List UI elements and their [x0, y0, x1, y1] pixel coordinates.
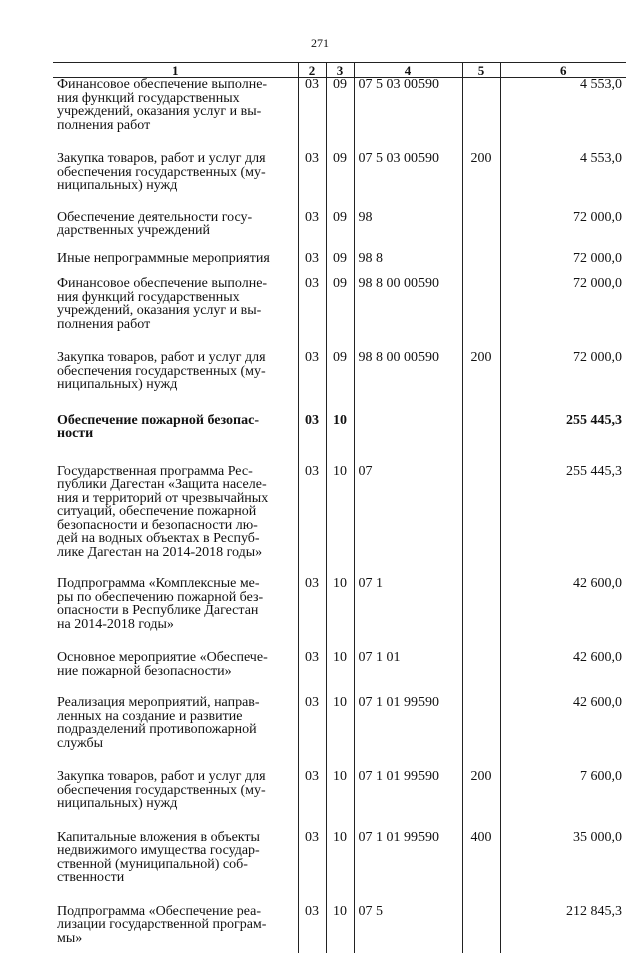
row-amount-cell-text: 212 845,3: [566, 904, 622, 919]
row-expense-type-cell: [462, 559, 500, 631]
row-section-cell-text: 03: [305, 77, 319, 92]
row-expense-type-cell: [462, 631, 500, 678]
row-target-code-cell-text: 07 1 01 99590: [359, 830, 440, 845]
row-section-cell-text: 03: [305, 695, 319, 710]
column-header: 2: [298, 63, 326, 78]
row-target-code-cell: [354, 331, 462, 392]
row-target-code-cell: [354, 559, 462, 631]
row-amount-cell-text: 42 600,0: [573, 695, 622, 710]
table-row: [53, 331, 626, 392]
row-amount-cell-text: 7 600,0: [580, 769, 622, 784]
table-body: [53, 78, 626, 953]
row-section-cell: [298, 193, 326, 238]
row-target-code-cell-text: 07: [359, 464, 373, 479]
row-name-cell-text: Государственная программа Рес- публики Дагестан «Защита населе- ния и территорий от чрезвычайных ситуаций, обеспечение пожарной безопасности и безопасности лю- дей на водных объектах в Респуб- лике Дагестан на 2014-2018 годы»: [57, 464, 268, 560]
row-expense-type-cell-text: 200: [471, 350, 492, 365]
row-subsection-cell-text: 10: [333, 769, 347, 784]
column-header: 6: [500, 63, 626, 78]
table-row: [53, 559, 626, 631]
row-target-code-cell: [354, 78, 462, 133]
row-name-cell-text: Закупка товаров, работ и услуг для обеспечения государственных (му- ниципальных) нужд: [57, 151, 266, 193]
row-expense-type-cell: [462, 678, 500, 750]
row-section-cell-text: 03: [305, 650, 319, 665]
row-section-cell-text: 03: [305, 769, 319, 784]
row-subsection-cell: [326, 132, 354, 193]
row-amount-cell: [500, 885, 626, 953]
page-number: 271: [0, 36, 640, 51]
table-row: [53, 811, 626, 885]
row-amount-cell-text: 35 000,0: [573, 830, 622, 845]
row-amount-cell: [500, 238, 626, 266]
row-amount-cell-text: 72 000,0: [573, 350, 622, 365]
row-target-code-cell-text: 07 5 03 00590: [359, 77, 440, 92]
row-subsection-cell: [326, 441, 354, 560]
row-section-cell-text: 03: [305, 904, 319, 919]
row-subsection-cell-text: 10: [333, 464, 347, 479]
table-row: [53, 750, 626, 811]
row-section-cell-text: 03: [305, 576, 319, 591]
row-amount-cell: [500, 331, 626, 392]
row-name-cell: [53, 441, 298, 560]
row-expense-type-cell: [462, 78, 500, 133]
row-expense-type-cell: [462, 392, 500, 441]
row-expense-type-cell: [462, 441, 500, 560]
row-target-code-cell: [354, 811, 462, 885]
row-amount-cell: [500, 678, 626, 750]
row-amount-cell-text: 255 445,3: [566, 413, 622, 428]
row-amount-cell: [500, 750, 626, 811]
table-row: [53, 78, 626, 133]
row-section-cell: [298, 678, 326, 750]
row-amount-cell-text: 42 600,0: [573, 650, 622, 665]
row-expense-type-cell: [462, 265, 500, 331]
row-subsection-cell-text: 10: [333, 830, 347, 845]
row-subsection-cell: [326, 750, 354, 811]
row-name-cell: [53, 78, 298, 133]
row-section-cell-text: 03: [305, 251, 319, 266]
row-target-code-cell-text: 07 1 01: [359, 650, 401, 665]
row-subsection-cell-text: 10: [333, 650, 347, 665]
row-section-cell: [298, 631, 326, 678]
row-subsection-cell: [326, 885, 354, 953]
table-row: [53, 193, 626, 238]
row-name-cell: [53, 331, 298, 392]
row-subsection-cell: [326, 678, 354, 750]
row-name-cell: [53, 750, 298, 811]
row-amount-cell-text: 42 600,0: [573, 576, 622, 591]
column-header: 3: [326, 63, 354, 78]
row-section-cell: [298, 78, 326, 133]
row-amount-cell: [500, 441, 626, 560]
row-target-code-cell: [354, 441, 462, 560]
row-name-cell: [53, 265, 298, 331]
row-subsection-cell: [326, 631, 354, 678]
row-name-cell: [53, 193, 298, 238]
row-expense-type-cell: [462, 132, 500, 193]
row-section-cell: [298, 750, 326, 811]
table-row: [53, 885, 626, 953]
row-target-code-cell-text: 07 1 01 99590: [359, 695, 440, 710]
row-amount-cell: [500, 78, 626, 133]
row-section-cell-text: 03: [305, 210, 319, 225]
row-amount-cell-text: 72 000,0: [573, 276, 622, 291]
row-section-cell-text: 03: [305, 464, 319, 479]
row-amount-cell-text: 4 553,0: [580, 151, 622, 166]
row-subsection-cell-text: 10: [333, 904, 347, 919]
table-row: [53, 265, 626, 331]
row-target-code-cell-text: 07 1 01 99590: [359, 769, 440, 784]
row-subsection-cell-text: 09: [333, 210, 347, 225]
row-subsection-cell-text: 09: [333, 276, 347, 291]
row-name-cell: [53, 392, 298, 441]
row-target-code-cell: [354, 750, 462, 811]
table-row: [53, 392, 626, 441]
budget-table: [53, 62, 626, 953]
row-section-cell: [298, 392, 326, 441]
row-subsection-cell: [326, 78, 354, 133]
row-target-code-cell-text: 07 5: [359, 904, 384, 919]
row-subsection-cell-text: 09: [333, 251, 347, 266]
row-name-cell-text: Подпрограмма «Обеспечение реа- лизации государственной програм- мы»: [57, 904, 266, 946]
row-target-code-cell: [354, 193, 462, 238]
column-header: 5: [462, 63, 500, 78]
row-name-cell-text: Закупка товаров, работ и услуг для обеспечения государственных (му- ниципальных) нужд: [57, 769, 266, 811]
row-target-code-cell-text: 98 8: [359, 251, 384, 266]
row-section-cell: [298, 811, 326, 885]
row-target-code-cell-text: 98: [359, 210, 373, 225]
table-header-row: [53, 63, 626, 78]
row-subsection-cell: [326, 265, 354, 331]
row-expense-type-cell: [462, 885, 500, 953]
row-name-cell: [53, 132, 298, 193]
row-amount-cell: [500, 132, 626, 193]
row-name-cell-text: Капитальные вложения в объекты недвижимого имущества государ- ственной (муниципальной) соб- ственности: [57, 830, 260, 886]
row-name-cell-text: Подпрограмма «Комплексные ме- ры по обеспечению пожарной без- опасности в Республике Дагестан на 2014-2018 годы»: [57, 576, 263, 632]
row-subsection-cell-text: 10: [333, 413, 347, 428]
row-target-code-cell: [354, 238, 462, 266]
row-section-cell: [298, 331, 326, 392]
row-section-cell-text: 03: [305, 830, 319, 845]
row-target-code-cell: [354, 885, 462, 953]
row-name-cell: [53, 678, 298, 750]
row-amount-cell: [500, 193, 626, 238]
row-expense-type-cell: [462, 193, 500, 238]
row-section-cell: [298, 238, 326, 266]
row-target-code-cell: [354, 678, 462, 750]
column-header: 4: [354, 63, 462, 78]
table-row: [53, 132, 626, 193]
row-expense-type-cell-text: 200: [471, 769, 492, 784]
row-target-code-cell-text: 98 8 00 00590: [359, 276, 440, 291]
row-name-cell-text: Обеспечение деятельности госу- дарственных учреждений: [57, 210, 252, 239]
row-amount-cell: [500, 559, 626, 631]
row-amount-cell: [500, 392, 626, 441]
row-target-code-cell: [354, 392, 462, 441]
row-amount-cell: [500, 811, 626, 885]
row-target-code-cell: [354, 631, 462, 678]
row-section-cell: [298, 885, 326, 953]
row-expense-type-cell: [462, 811, 500, 885]
row-section-cell-text: 03: [305, 413, 319, 428]
table-row: [53, 238, 626, 266]
row-section-cell: [298, 441, 326, 560]
row-subsection-cell: [326, 331, 354, 392]
table-row: [53, 678, 626, 750]
table-row: [53, 631, 626, 678]
row-expense-type-cell: [462, 238, 500, 266]
row-amount-cell-text: 72 000,0: [573, 210, 622, 225]
row-amount-cell: [500, 265, 626, 331]
row-section-cell: [298, 132, 326, 193]
row-section-cell: [298, 265, 326, 331]
row-subsection-cell: [326, 392, 354, 441]
row-name-cell: [53, 559, 298, 631]
row-target-code-cell: [354, 265, 462, 331]
table-row: [53, 441, 626, 560]
row-expense-type-cell-text: 200: [471, 151, 492, 166]
row-section-cell-text: 03: [305, 350, 319, 365]
row-amount-cell: [500, 631, 626, 678]
row-amount-cell-text: 4 553,0: [580, 77, 622, 92]
row-expense-type-cell: [462, 750, 500, 811]
row-subsection-cell-text: 10: [333, 576, 347, 591]
row-name-cell-text: Обеспечение пожарной безопас- ности: [57, 413, 259, 442]
row-expense-type-cell-text: 400: [471, 830, 492, 845]
row-name-cell-text: Финансовое обеспечение выполне- ния функций государственных учреждений, оказания услуг и вы- полнения работ: [57, 276, 267, 332]
row-subsection-cell: [326, 559, 354, 631]
column-header: 1: [53, 63, 298, 78]
row-expense-type-cell: [462, 331, 500, 392]
row-section-cell-text: 03: [305, 276, 319, 291]
row-name-cell-text: Закупка товаров, работ и услуг для обеспечения государственных (му- ниципальных) нужд: [57, 350, 266, 392]
row-subsection-cell-text: 10: [333, 695, 347, 710]
row-name-cell: [53, 885, 298, 953]
row-target-code-cell-text: 07 1: [359, 576, 384, 591]
row-section-cell-text: 03: [305, 151, 319, 166]
row-subsection-cell-text: 09: [333, 77, 347, 92]
row-target-code-cell: [354, 132, 462, 193]
row-amount-cell-text: 72 000,0: [573, 251, 622, 266]
row-name-cell-text: Основное мероприятие «Обеспече- ние пожарной безопасности»: [57, 650, 268, 679]
row-subsection-cell-text: 09: [333, 151, 347, 166]
row-target-code-cell-text: 98 8 00 00590: [359, 350, 440, 365]
row-name-cell-text: Финансовое обеспечение выполне- ния функций государственных учреждений, оказания услуг и вы- полнения работ: [57, 77, 267, 133]
row-target-code-cell-text: 07 5 03 00590: [359, 151, 440, 166]
row-name-cell-text: Реализация мероприятий, направ- ленных на создание и развитие подразделений противопожарной службы: [57, 695, 260, 751]
row-name-cell: [53, 811, 298, 885]
row-name-cell-text: Иные непрограммные мероприятия: [57, 251, 270, 266]
row-section-cell: [298, 559, 326, 631]
row-subsection-cell: [326, 238, 354, 266]
row-amount-cell-text: 255 445,3: [566, 464, 622, 479]
row-subsection-cell: [326, 811, 354, 885]
row-subsection-cell: [326, 193, 354, 238]
row-subsection-cell-text: 09: [333, 350, 347, 365]
row-name-cell: [53, 631, 298, 678]
row-name-cell: [53, 238, 298, 266]
